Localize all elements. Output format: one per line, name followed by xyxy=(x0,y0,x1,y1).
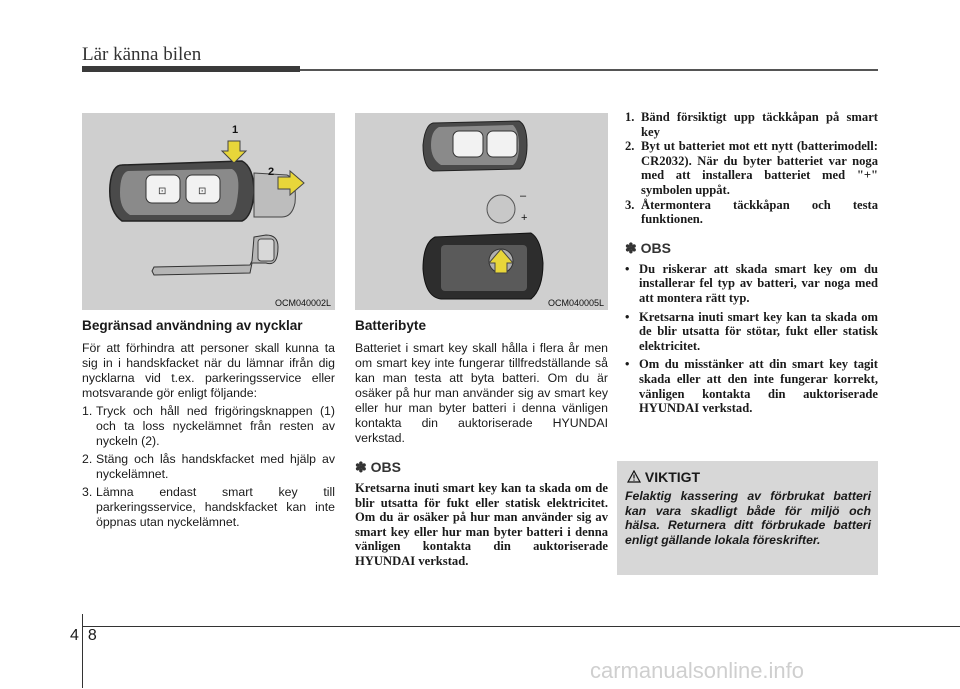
step-text: Lämna endast smart key till parkeringsservice, handskfacket kan inte öppnas utan nyckelämnet. xyxy=(96,485,335,529)
bullet-icon: • xyxy=(625,309,630,324)
list-item xyxy=(82,452,335,482)
minus-label: – xyxy=(520,190,527,202)
callout-2: 2 xyxy=(268,166,275,178)
warning-header xyxy=(627,469,700,485)
obs-text: Kretsarna inuti smart key kan ta skada om de blir utsatta för fukt eller statisk elektricitet. Om du är osäker på hur man använder sig av smart key eller hur man byter batteri i denna vänligen kontakta din auktoriserade HYUNDAI verkstad. xyxy=(355,481,608,568)
battery-steps-list xyxy=(625,110,878,227)
step-text: Tryck och håll ned frigöringsknappen (1) och ta loss nyckelämnet från resten av nyckeln (2). xyxy=(96,404,335,448)
list-item xyxy=(625,110,878,139)
smart-key-illustration xyxy=(82,113,335,310)
steps-list xyxy=(82,404,335,530)
step-number: 2. xyxy=(625,139,635,154)
step-text: Stäng och lås handskfacket med hjälp av nyckelämnet. xyxy=(96,452,335,481)
obs-bullet-list xyxy=(625,262,878,416)
warning-triangle-icon xyxy=(627,470,641,483)
footer-rule xyxy=(82,626,960,627)
battery-illustration xyxy=(355,113,608,310)
obs-heading: ✽ OBS xyxy=(355,459,401,475)
step-number: 1. xyxy=(82,404,93,418)
warning-box xyxy=(617,461,878,575)
svg-text:⊡: ⊡ xyxy=(198,186,207,197)
list-item xyxy=(625,262,878,306)
watermark: carmanualsonline.info xyxy=(590,658,805,683)
section-intro: För att förhindra att personer skall kunna ta sig in i handskfacket när du lämnar ifrån dig nycklarna vid t.ex. parkeringsservice eller motsvarande gör enligt följande: xyxy=(82,341,335,400)
press-arrow xyxy=(222,141,246,163)
section-body: Batteriet i smart key skall hålla i flera år men om smart key inte fungerar tillfredställande så kan man testa att byta batteri. Om du är osäker på hur man använder sig av smart key eller hur man byter batteri i denna vänligen kontakta din auktoriserade HYUNDAI verkstad. xyxy=(355,341,608,445)
key-restriction-section xyxy=(82,318,335,533)
bullet-icon: • xyxy=(625,261,630,276)
unlock-button xyxy=(453,131,483,157)
step-text: Byt ut batteriet mot ett nytt (batterimodell: CR2032). När du byter batteriet var noga med att installera batteriet med "+" symbolen uppåt. xyxy=(641,139,878,197)
list-item xyxy=(82,485,335,530)
smart-key-figure xyxy=(82,113,335,310)
obs-heading: ✽ OBS xyxy=(625,239,671,256)
bullet-text: Om du misstänker att din smart key tagit skada eller att den inte fungerar korrekt, vänligen kontakta din auktoriserade HYUNDAI verkstad. xyxy=(639,357,878,416)
battery-figure xyxy=(355,113,608,310)
section-heading: Begränsad användning av nycklar xyxy=(82,318,303,333)
step-number: 3. xyxy=(82,485,93,499)
step-number: 3. xyxy=(625,197,635,212)
bullet-text: Du riskerar att skada smart key om du installerar fel typ av batteri, var noga med att montera rätt typ. xyxy=(639,261,878,305)
page-header-title: Lär känna bilen xyxy=(82,44,202,65)
warning-text: Felaktig kassering av förbrukat batteri kan vara skadligt både för miljö och hälsa. Returnera ditt förbrukade batteri enligt gällande lokala föreskrifter. xyxy=(625,489,871,547)
header-bar xyxy=(82,66,300,72)
figure-code: OCM040005L xyxy=(547,298,604,308)
bullet-text: Kretsarna inuti smart key kan ta skada om de blir utsatta för stötar, fukt eller statisk elektricitet. xyxy=(639,309,878,353)
battery-steps-section xyxy=(625,110,878,420)
battery-section xyxy=(355,318,608,569)
warning-title: VIKTIGT xyxy=(644,469,701,485)
lock-button xyxy=(487,131,517,157)
page-number: 48 xyxy=(70,627,106,644)
coin-battery xyxy=(487,195,515,223)
step-number: 2. xyxy=(82,452,93,466)
list-item xyxy=(82,404,335,449)
header-rule xyxy=(300,69,878,71)
step-number: 1. xyxy=(625,110,635,124)
section-heading: Batteribyte xyxy=(355,318,427,333)
list-item xyxy=(625,139,878,197)
svg-text:⊡: ⊡ xyxy=(158,186,167,197)
bullet-icon: • xyxy=(625,357,630,372)
list-item xyxy=(625,357,878,415)
list-item xyxy=(625,310,878,354)
footer-divider xyxy=(82,614,83,688)
plus-label: + xyxy=(521,212,528,224)
step-text: Återmontera täckkåpan och testa funktionen. xyxy=(641,197,878,227)
callout-1: 1 xyxy=(232,124,239,136)
list-item xyxy=(625,198,878,227)
figure-code: OCM040002L xyxy=(274,298,331,308)
step-text: Bänd försiktigt upp täckkåpan på smart key xyxy=(641,110,878,139)
